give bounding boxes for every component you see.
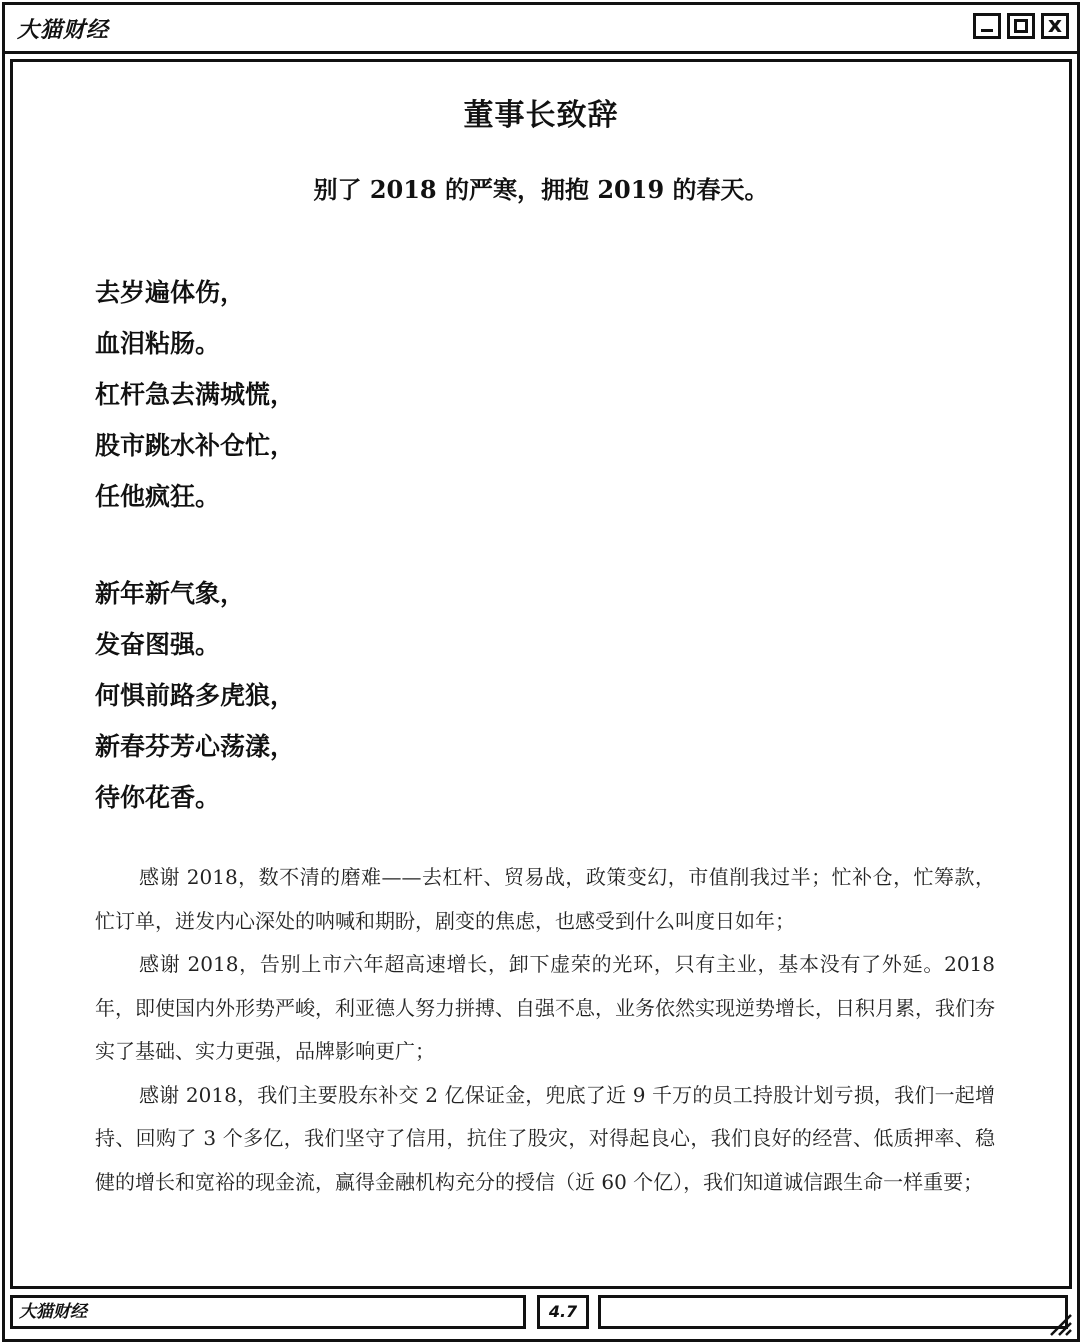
- poem-stanza-1: [95, 267, 295, 522]
- status-bar: [5, 1289, 1077, 1339]
- status-empty-field: [598, 1295, 1068, 1329]
- poem-line: 股市跳水补仓忙，: [95, 431, 296, 460]
- maximize-button[interactable]: [1007, 13, 1035, 39]
- maximize-icon: [1014, 19, 1028, 33]
- close-icon: x: [1047, 13, 1063, 38]
- poem-line: 何惧前路多虎狼，: [95, 681, 296, 710]
- poem-line: 新春芬芳心荡漾，: [95, 732, 296, 761]
- document-subtitle: 别了 2018 的严寒，拥抱 2019 的春天。: [313, 175, 769, 204]
- body-paragraph: 感谢 2018，告别上市六年超高速增长，卸下虚荣的光环，只有主业，基本没有了外延。2018 年，即使国内外形势严峻，利亚德人努力拼搏、自强不息，业务依然实现逆势增长，日积月累，我们夯实了基础、实力更强，品牌影响更广；: [95, 952, 995, 1063]
- minimize-icon: [981, 29, 993, 32]
- app-title: 大猫财经: [17, 18, 110, 43]
- resize-grip-icon[interactable]: [1047, 1311, 1073, 1337]
- poem-line: 待你花香。: [95, 783, 221, 812]
- status-version: 4.7: [537, 1295, 589, 1329]
- poem-line: 杠杆急去满城慌，: [95, 380, 296, 409]
- body-paragraph: 感谢 2018，我们主要股东补交 2 亿保证金，兜底了近 9 千万的员工持股计划亏损，我们一起增持、回购了 3 个多亿，我们坚守了信用，抗住了股灾，对得起良心，我们良好的经营、低质押率、稳健的增长和宽裕的现金流，赢得金融机构充分的授信（近 60 个亿），我们知道诚信跟生命一样重要；: [95, 1082, 995, 1194]
- poem-line: 血泪粘肠。: [95, 329, 221, 358]
- document-body: [95, 856, 995, 1204]
- minimize-button[interactable]: [973, 13, 1001, 39]
- app-window: [2, 2, 1080, 1342]
- close-button[interactable]: [1041, 13, 1069, 39]
- window-controls: [973, 13, 1069, 39]
- status-app-label: 大猫财经: [10, 1295, 526, 1329]
- poem-line: 发奋图强。: [95, 630, 221, 659]
- poem-stanza-2: [95, 568, 295, 823]
- poem-line: 任他疯狂。: [95, 482, 221, 511]
- poem-line: 新年新气象，: [95, 579, 246, 608]
- document-viewer[interactable]: [10, 59, 1072, 1289]
- title-bar[interactable]: [5, 5, 1077, 54]
- poem-line: 去岁遍体伤，: [95, 278, 246, 307]
- body-paragraph: 感谢 2018，数不清的磨难——去杠杆、贸易战，政策变幻，市值削我过半；忙补仓，忙筹款，忙订单，迸发内心深处的呐喊和期盼，剧变的焦虑，也感受到什么叫度日如年；: [95, 865, 995, 933]
- document-title: 董事长致辞: [463, 98, 619, 133]
